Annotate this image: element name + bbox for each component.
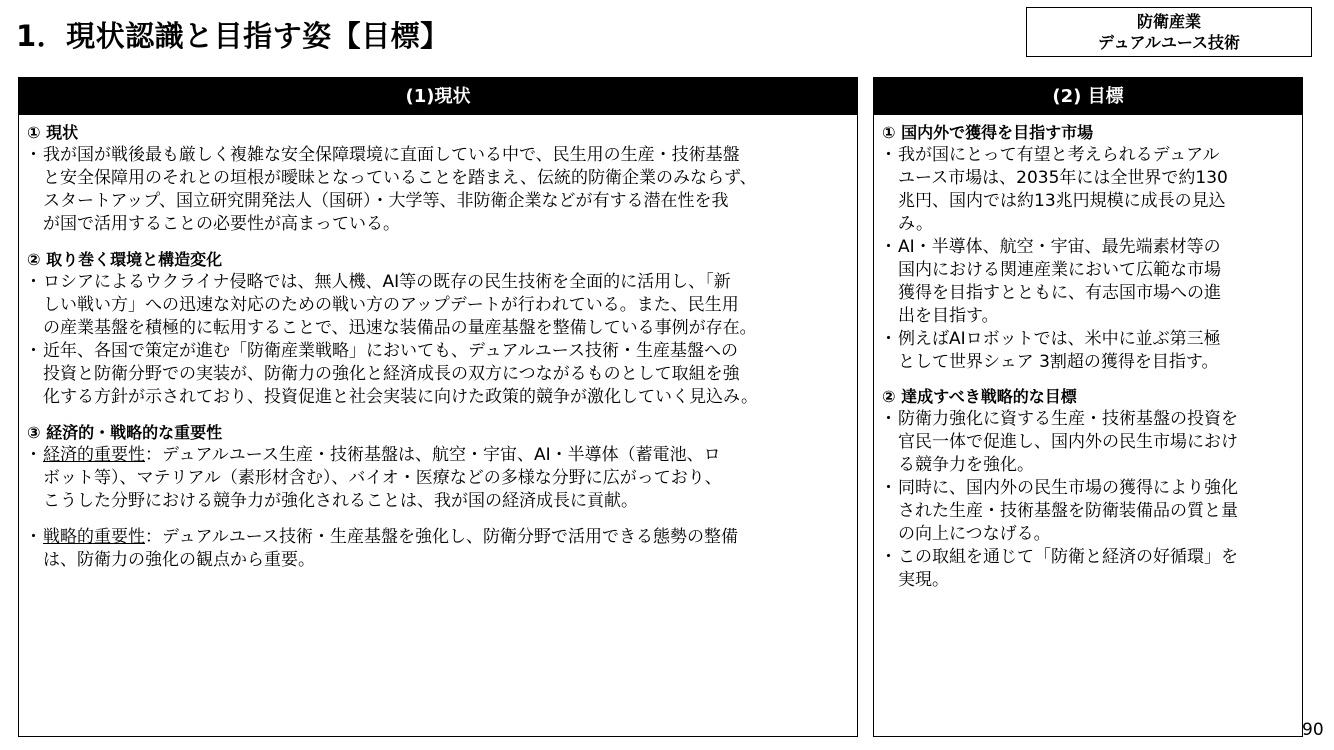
- bullet-mark: ・: [25, 527, 42, 547]
- list-item: [19, 444, 857, 513]
- bullet-text: [43, 526, 857, 572]
- bullet-mark: ・: [880, 547, 897, 567]
- strategic-importance-label: 戦略的重要性: [43, 527, 145, 547]
- bullet-text: この取組を通じて「防衛と経済の好循環」を 実現。: [898, 547, 1238, 590]
- list-item: [19, 340, 857, 409]
- economic-importance-text: ：デュアルユース生産・技術基盤は、航空・宇宙、AI・半導体（蓄電池、ロ ボット等）、マテリアル（素形材含む）、バイオ・医療などの多様な分野に広がっており、 こうした分野における競争力が強化されることは、我が国の経済成長に貢献。: [43, 445, 722, 511]
- bullet-mark: ・: [25, 341, 42, 361]
- goals-body: [874, 115, 1302, 592]
- bullet-text: 防衛力強化に資する生産・技術基盤の投資を 官民一体で促進し、国内外の民生市場におけ る競争力を強化。: [898, 409, 1238, 475]
- bullet-text: 我が国が戦後最も厳しく複雑な安全保障環境に直面している中で、民生用の生産・技術基盤 と安全保障用のそれとの垣根が曖昧となっていることを踏まえ、伝統的防衛企業のみならず、 スタートアップ、国立研究開発法人（国研）・大学等、非防衛企業などが有する潜在性を我 が国で活用することの必要性が高まっている。: [43, 145, 757, 234]
- strategic-importance-text: ：デュアルユース技術・生産基盤を強化し、防衛分野で活用できる態勢の整備 は、防衛力の強化の観点から重要。: [43, 527, 738, 570]
- list-item: [874, 546, 1302, 592]
- bullet-text: 近年、各国で策定が進む「防衛産業戦略」においても、デュアルユース技術・生産基盤への 投資と防衛分野での実装が、防衛力の強化と経済成長の双方につながるものとして取組を強 化する方針が示されており、投資促進と社会実装に向けた政策的競争が激化していく見込み。: [43, 341, 759, 407]
- list-item: [874, 328, 1302, 374]
- bullet-mark: ・: [880, 478, 897, 498]
- goals-panel: [873, 77, 1303, 737]
- bullet-text: 例えばAIロボットでは、米中に並ぶ第三極 として世界シェア 3割超の獲得を目指す。: [898, 329, 1221, 372]
- bullet-mark: ・: [880, 237, 897, 257]
- section-importance-title: ③ 経済的・戦略的な重要性: [27, 423, 223, 442]
- category-tag-line2: デュアルユース技術: [1097, 33, 1241, 52]
- bullet-mark: ・: [880, 145, 897, 165]
- bullet-mark: ・: [880, 329, 897, 349]
- list-item: [874, 236, 1302, 328]
- list-item: [19, 526, 857, 572]
- section-strategic-goals-title: ② 達成すべき戦略的な目標: [882, 387, 1077, 406]
- section-markets-title: ① 国内外で獲得を目指す市場: [882, 123, 1094, 142]
- section-environment-title: ② 取り巻く環境と構造変化: [27, 250, 223, 269]
- bullet-mark: ・: [25, 145, 42, 165]
- page-number: 90: [1302, 720, 1324, 740]
- list-item: [874, 408, 1302, 477]
- category-tag: [1026, 7, 1312, 57]
- current-status-panel: [18, 77, 858, 737]
- bullet-text: 同時に、国内外の民生市場の獲得により強化 された生産・技術基盤を防衛装備品の質と量 の向上につなげる。: [898, 478, 1238, 544]
- bullet-text: AI・半導体、航空・宇宙、最先端素材等の 国内における関連産業において広範な市場 獲得を目指すとともに、有志国市場への進 出を目指す。: [898, 237, 1221, 326]
- economic-importance-label: 経済的重要性: [43, 445, 145, 465]
- bullet-text: 我が国にとって有望と考えられるデュアル ユース市場は、2035年には全世界で約130 兆円、国内では約13兆円規模に成長の見込 み。: [898, 145, 1228, 234]
- current-status-header: (1)現状: [19, 78, 857, 115]
- goals-header: (2) 目標: [874, 78, 1302, 115]
- bullet-mark: ・: [25, 272, 42, 292]
- section-current-title: ① 現状: [27, 123, 79, 142]
- list-item: [19, 271, 857, 340]
- bullet-text: [43, 444, 857, 513]
- bullet-text: ロシアによるウクライナ侵略では、無人機、AI等の既存の民生技術を全面的に活用し、「新 しい戦い方」への迅速な対応のための戦い方のアップデートが行われている。また、民生用 の産業基盤を積極的に転用することで、迅速な装備品の量産基盤を整備している事例が存在。: [43, 272, 757, 338]
- list-item: [874, 477, 1302, 546]
- page-title: 1．現状認識と目指す姿【目標】: [16, 19, 450, 53]
- category-tag-line1: 防衛産業: [1136, 12, 1201, 31]
- current-status-body: [19, 115, 857, 572]
- list-item: [19, 144, 857, 236]
- bullet-mark: ・: [25, 445, 42, 465]
- list-item: [874, 144, 1302, 236]
- bullet-mark: ・: [880, 409, 897, 429]
